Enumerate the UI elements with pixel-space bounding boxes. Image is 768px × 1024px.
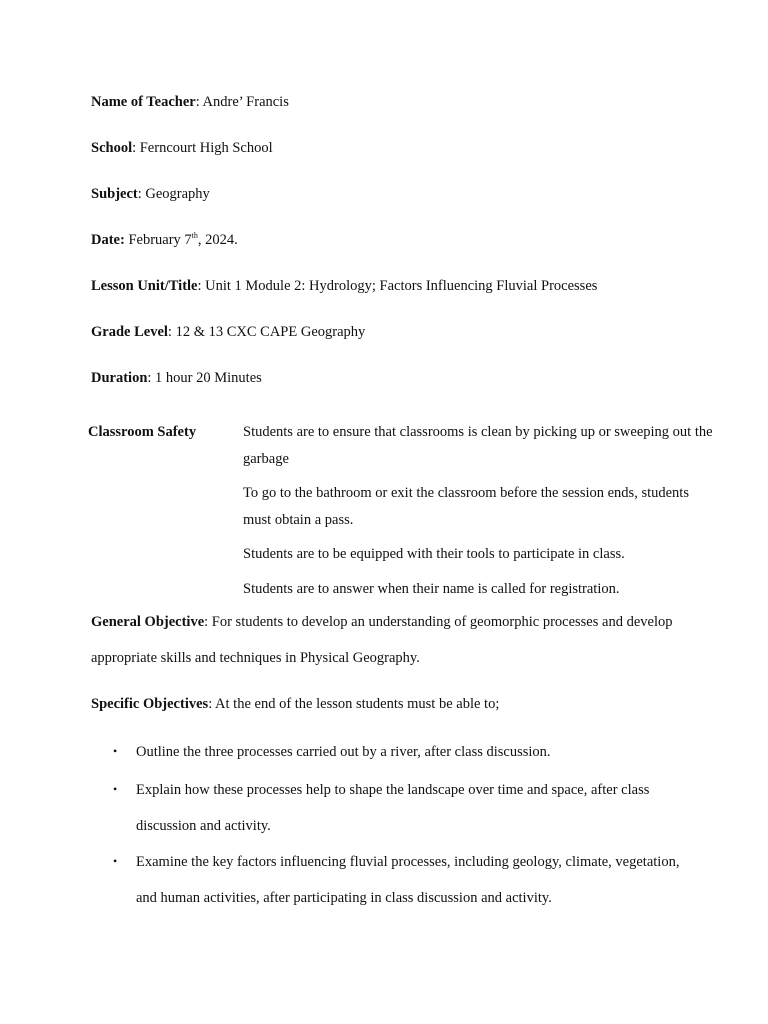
- objective-item: Examine the key factors influencing fluvial processes, including geology, climate, vegetation, and human activities, after participating in class discussion and activity.: [136, 854, 680, 906]
- duration-value: : 1 hour 20 Minutes: [147, 370, 262, 386]
- date-label: Date:: [91, 232, 125, 248]
- general-objective-text: : For students to develop an understanding of geomorphic processes and develop appropriate skills and techniques in Physical Geography.: [91, 614, 673, 666]
- teacher-label: Name of Teacher: [91, 94, 196, 110]
- specific-objectives-line: [91, 696, 499, 713]
- grade-level-value: : 12 & 13 CXC CAPE Geography: [167, 324, 366, 340]
- grade-level-label: Grade Level: [91, 324, 168, 340]
- school-line: [91, 140, 273, 157]
- date-value: February 7: [124, 232, 192, 248]
- objective-item: Outline the three processes carried out by a river, after class discussion.: [136, 744, 551, 760]
- date-year: , 2024.: [197, 232, 238, 248]
- general-objective-label: General Objective: [91, 614, 205, 630]
- bullet-icon: •: [113, 854, 118, 868]
- lesson-title-line: [91, 278, 597, 295]
- specific-objectives-intro: : At the end of the lesson students must be able to;: [208, 696, 500, 712]
- lesson-title-value: : Unit 1 Module 2: Hydrology; Factors Influencing Fluvial Processes: [197, 278, 598, 294]
- date-ordinal: th: [191, 231, 198, 240]
- general-objective: [91, 604, 691, 676]
- duration-label: Duration: [91, 370, 148, 386]
- safety-item: Students are to ensure that classrooms is clean by picking up or sweeping out the garbage: [243, 424, 713, 467]
- safety-item: Students are to answer when their name is called for registration.: [243, 581, 620, 597]
- lesson-title-label: Lesson Unit/Title: [91, 278, 198, 294]
- date-line: [91, 232, 238, 249]
- duration-line: [91, 370, 262, 387]
- school-value: : Ferncourt High School: [132, 140, 273, 156]
- bullet-icon: •: [113, 782, 118, 796]
- specific-objectives-label: Specific Objectives: [91, 696, 209, 712]
- teacher-line: [91, 94, 289, 111]
- school-label: School: [91, 140, 133, 156]
- classroom-safety-label: Classroom Safety: [88, 424, 197, 440]
- subject-label: Subject: [91, 186, 138, 202]
- teacher-value: : Andre’ Francis: [195, 94, 289, 110]
- bullet-icon: •: [113, 744, 118, 758]
- objective-item: Explain how these processes help to shape the landscape over time and space, after class discussion and activity.: [136, 782, 650, 834]
- subject-value: : Geography: [137, 186, 210, 202]
- grade-level-line: [91, 324, 365, 341]
- safety-item: To go to the bathroom or exit the classroom before the session ends, students must obtain a pass.: [243, 485, 689, 528]
- safety-item: Students are to be equipped with their tools to participate in class.: [243, 546, 625, 562]
- subject-line: [91, 186, 210, 203]
